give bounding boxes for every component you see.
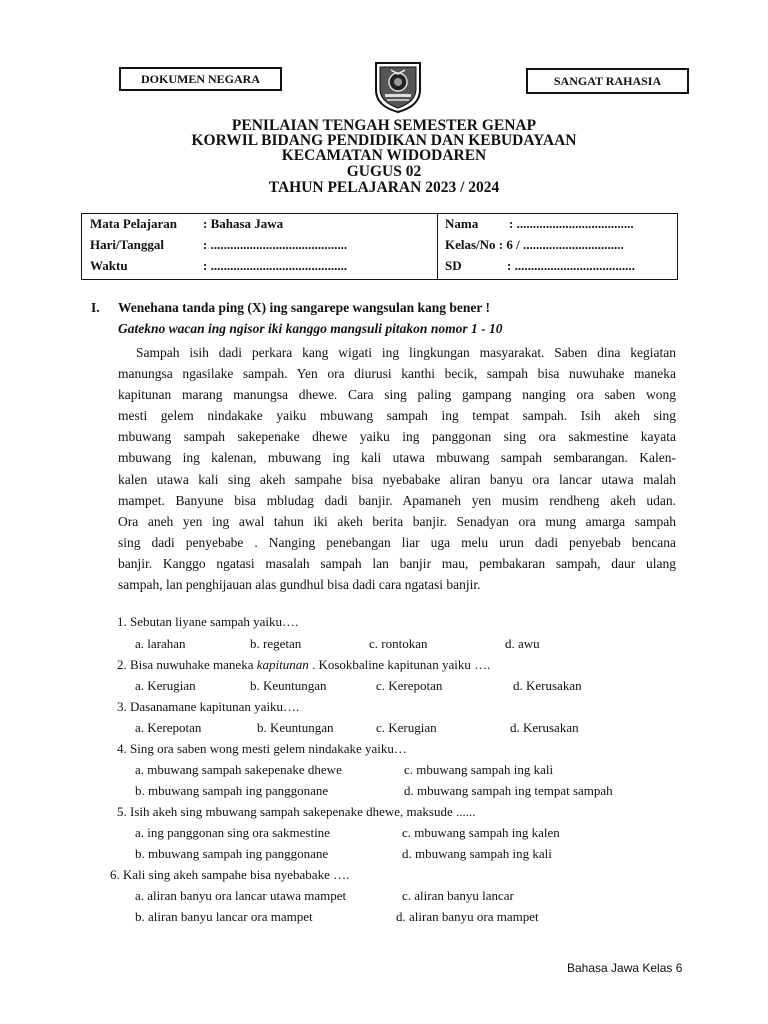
- question-2-emphasis: kapitunan: [256, 657, 309, 672]
- question-2-text-end: . Kosokbaline kapitunan yaiku ….: [308, 657, 491, 672]
- exam-title: PENILAIAN TENGAH SEMESTER GENAP: [231, 117, 537, 134]
- passage-line: Ora aneh yen ing awal tahun iki akeh berita banjir. Senadyan ora mung amarga sampah: [118, 513, 676, 529]
- section-number: I.: [91, 300, 100, 315]
- question-4-option-b[interactable]: b. mbuwang sampah ing panggonane: [135, 783, 329, 798]
- question-6-option-d[interactable]: d. aliran banyu ora mampet: [396, 909, 539, 924]
- question-3-option-a[interactable]: a. Kerepotan: [135, 720, 202, 735]
- question-1: 1. Sebutan liyane sampah yaiku….: [117, 614, 299, 629]
- page-footer: Bahasa Jawa Kelas 6: [567, 961, 683, 975]
- question-6: 6. Kali sing akeh sampahe bisa nyebabake ….: [110, 867, 350, 882]
- section-instruction: Wenehana tanda ping (X) ing sangarepe wangsulan kang bener !: [118, 300, 490, 315]
- passage-line: sampah, lan penghijauan alas gundhul bisa dadi cara ngatasi banjir.: [118, 577, 481, 593]
- question-6-option-c[interactable]: c. aliran banyu lancar: [402, 888, 514, 903]
- passage-line: sing dadi penyebabe . Nanging penebangan liar uga melu urun dadi penyebab bencana: [118, 534, 676, 550]
- question-3-option-c[interactable]: c. Kerugian: [376, 720, 437, 735]
- question-5: 5. Isih akeh sing mbuwang sampah sakepenake dhewe, maksude ......: [117, 804, 476, 819]
- question-2-option-a[interactable]: a. Kerugian: [135, 678, 196, 693]
- passage-line: kapitunan marang manungsa dhewe. Cara sing paling gampang nanging ora saben wong: [118, 387, 676, 403]
- reading-passage: [118, 342, 676, 595]
- question-3-option-b[interactable]: b. Keuntungan: [257, 720, 334, 735]
- cluster-title: GUGUS 02: [346, 163, 422, 180]
- district-title: KECAMATAN WIDODAREN: [281, 147, 487, 164]
- name-field[interactable]: : ....................................: [509, 216, 634, 231]
- passage-line: mesti gelem nindakake yaiku mbuwang sampah ing tempat sampah. Isih akeh sing: [118, 408, 676, 424]
- passage-line: Sampah isih dadi perkara kang wigati ing lingkungan masyarakat. Saben dina kegiatan: [136, 345, 676, 360]
- question-5-option-b[interactable]: b. mbuwang sampah ing panggonane: [135, 846, 329, 861]
- document-classification-label: DOKUMEN NEGARA: [119, 67, 282, 91]
- question-4-option-c[interactable]: c. mbuwang sampah ing kali: [404, 762, 554, 777]
- passage-line: mbuwang ing kalenan, mbuwang ing kali utawa mbuwang sampah sembarangan. Kalen-: [118, 450, 676, 466]
- question-2-option-c[interactable]: c. Kerepotan: [376, 678, 443, 693]
- reading-instruction: Gatekno wacan ing ngisor iki kanggo mangsuli pitakon nomor 1 - 10: [118, 321, 503, 336]
- date-field[interactable]: : ..........................................: [203, 237, 348, 252]
- secrecy-label: SANGAT RAHASIA: [526, 68, 689, 94]
- question-1-option-c[interactable]: c. rontokan: [369, 636, 428, 651]
- question-6-option-a[interactable]: a. aliran banyu ora lancar utawa mampet: [135, 888, 347, 903]
- passage-line: kalen utawa kali sing akeh sampahe bisa nyebabake aliran banyu ora lancar utawa malah: [118, 471, 676, 487]
- question-2-option-d[interactable]: d. Kerusakan: [513, 678, 582, 693]
- question-5-option-d[interactable]: d. mbuwang sampah ing kali: [402, 846, 552, 861]
- question-1-option-d[interactable]: d. awu: [505, 636, 540, 651]
- passage-line: mampet. Banyune bisa mbludag dadi banjir. Apamaneh yen musim rendheng akeh udan.: [118, 492, 676, 508]
- subject-label: Mata Pelajaran: [90, 216, 178, 231]
- question-6-option-b[interactable]: b. aliran banyu lancar ora mampet: [135, 909, 313, 924]
- class-number-field[interactable]: Kelas/No : 6 / ...............................: [445, 237, 624, 252]
- passage-line: manungsa ngasilake sampah. Yen ora diurusi kanthi becik, sampah bisa nuwuhake maneka: [118, 366, 676, 382]
- question-3-option-d[interactable]: d. Kerusakan: [510, 720, 579, 735]
- regency-emblem-icon: [373, 60, 423, 114]
- question-2-text: 2. Bisa nuwuhake maneka: [117, 657, 257, 672]
- question-2-option-b[interactable]: b. Keuntungan: [250, 678, 327, 693]
- school-field[interactable]: : .....................................: [507, 258, 635, 273]
- passage-line: banjir. Kanggo ngatasi masalah sampah lan banjir mau, pembakaran sampah, daur ulang: [118, 555, 676, 571]
- question-3: 3. Dasanamane kapitunan yaiku….: [117, 699, 300, 714]
- question-5-option-c[interactable]: c. mbuwang sampah ing kalen: [402, 825, 560, 840]
- question-4: 4. Sing ora saben wong mesti gelem nindakake yaiku…: [117, 741, 407, 756]
- student-info-table: [81, 213, 678, 280]
- question-2: [117, 657, 490, 673]
- passage-line: mbuwang sampah sakepenake dhewe yaiku ing panggonan sing ora sakmestine kayata: [118, 429, 676, 445]
- question-5-option-a[interactable]: a. ing panggonan sing ora sakmestine: [135, 825, 330, 840]
- academic-year-title: TAHUN PELAJARAN 2023 / 2024: [268, 179, 500, 196]
- question-1-option-b[interactable]: b. regetan: [250, 636, 302, 651]
- school-label: SD: [445, 258, 462, 273]
- date-label: Hari/Tanggal: [90, 237, 164, 252]
- time-field[interactable]: : ..........................................: [203, 258, 348, 273]
- time-label: Waktu: [90, 258, 128, 273]
- subject-value: : Bahasa Jawa: [203, 216, 284, 231]
- question-4-option-d[interactable]: d. mbuwang sampah ing tempat sampah: [404, 783, 613, 798]
- question-4-option-a[interactable]: a. mbuwang sampah sakepenake dhewe: [135, 762, 342, 777]
- question-1-option-a[interactable]: a. larahan: [135, 636, 186, 651]
- section-heading: [91, 300, 490, 316]
- name-label: Nama: [445, 216, 479, 231]
- organizer-title: KORWIL BIDANG PENDIDIKAN DAN KEBUDAYAAN: [191, 132, 577, 149]
